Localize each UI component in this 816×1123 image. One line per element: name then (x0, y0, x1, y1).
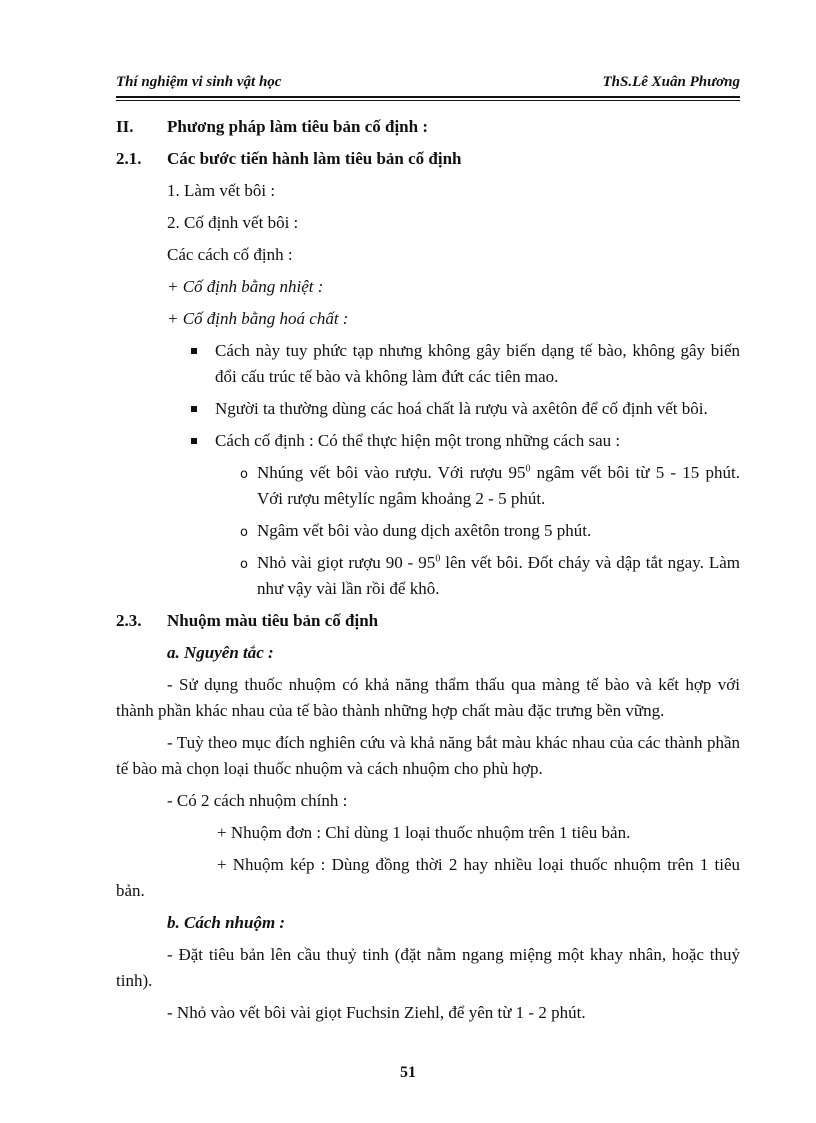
step-1: 1. Làm vết bôi : (167, 181, 276, 200)
header-rule-thick (116, 96, 740, 98)
method-paragraph: - Đặt tiêu bản lên cầu thuỷ tinh (đặt nằm ngang miệng một khay nhân, hoặc thuỷ tinh). (116, 945, 740, 990)
bullet-item (116, 428, 740, 454)
stain-double: + Nhuộm kép : Dùng đồng thời 2 hay nhiều loại thuốc nhuộm trên 1 tiêu bản. (116, 855, 740, 900)
method-chemical: + Cố định bằng hoá chất : (167, 309, 349, 328)
sub-bullet-text-b: ngâm vết bôi từ 5 - 15 phút. Với rượu mêtylíc ngâm khoảng 2 - 5 phút. (257, 463, 740, 508)
method-heat: + Cố định bằng nhiệt : (167, 277, 324, 296)
circle-bullet-icon: o (240, 467, 248, 482)
principle-paragraph: - Sử dụng thuốc nhuộm có khả năng thẩm thấu qua màng tế bào và kết hợp với thành phần khác nhau của tế bào thành những hợp chất màu đặc trưng bền vững. (116, 675, 740, 720)
sub-bullet-text-a: Ngâm vết bôi vào dung dịch axêtôn trong 5 phút. (257, 521, 592, 540)
running-header (116, 74, 740, 94)
section-number: II. (116, 117, 134, 136)
bullet-item (116, 338, 740, 390)
principle-paragraph: - Có 2 cách nhuộm chính : (167, 791, 348, 810)
section-title: Nhuộm màu tiêu bản cố định (167, 611, 379, 630)
sub-bullet-text-a: Nhỏ vài giọt rượu 90 - 95 (257, 553, 436, 572)
degree-superscript: 0 (525, 463, 531, 475)
page-body (116, 114, 740, 1032)
header-rule-thin (116, 100, 740, 101)
step-2: 2. Cố định vết bôi : (167, 213, 299, 232)
stain-single: + Nhuộm đơn : Chỉ dùng 1 loại thuốc nhuộm trên 1 tiêu bản. (217, 823, 631, 842)
section-title: Các bước tiến hành làm tiêu bản cố định (167, 149, 462, 168)
sub-bullet-item (116, 550, 740, 602)
section-number: 2.1. (116, 149, 142, 168)
square-bullet-icon (191, 348, 197, 354)
sub-bullet-item (116, 460, 740, 512)
bullet-text: Người ta thường dùng các hoá chất là rượu và axêtôn để cố định vết bôi. (215, 399, 708, 418)
bullet-text: Cách này tuy phức tạp nhưng không gây biến dạng tế bào, không gây biến đổi cấu trúc tế bào và không làm đứt các tiên mao. (215, 341, 740, 386)
square-bullet-icon (191, 438, 197, 444)
square-bullet-icon (191, 406, 197, 412)
sub-bullet-text-a: Nhúng vết bôi vào rượu. Với rượu 95 (257, 463, 526, 482)
section-heading-2-3 (116, 608, 740, 634)
degree-superscript: 0 (435, 553, 441, 565)
principle-heading: a. Nguyên tắc : (167, 643, 274, 662)
bullet-item (116, 396, 740, 422)
circle-bullet-icon: o (240, 525, 248, 540)
section-title: Phương pháp làm tiêu bản cố định : (167, 117, 428, 136)
circle-bullet-icon: o (240, 557, 248, 572)
sub-bullet-text-b: lên vết bôi. Đốt cháy và dập tắt ngay. Làm như vậy vài lần rồi để khô. (257, 553, 740, 598)
sub-bullet-item (116, 518, 740, 544)
fixing-methods-label: Các cách cố định : (167, 245, 293, 264)
header-book-title: Thí nghiệm vi sinh vật học (116, 74, 282, 90)
header-author: ThS.Lê Xuân Phương (602, 74, 740, 90)
section-heading-2-1 (116, 146, 740, 172)
method-heading: b. Cách nhuộm : (167, 913, 286, 932)
principle-paragraph: - Tuỳ theo mục đích nghiên cứu và khả năng bắt màu khác nhau của các thành phần tế bào mà chọn loại thuốc nhuộm và cách nhuộm cho phù hợp. (116, 733, 740, 778)
section-number: 2.3. (116, 611, 142, 630)
method-paragraph: - Nhỏ vào vết bôi vài giọt Fuchsin Ziehl, để yên từ 1 - 2 phút. (167, 1003, 586, 1022)
page-number: 51 (400, 1064, 416, 1081)
section-heading-ii (116, 114, 740, 140)
bullet-text: Cách cố định : Có thể thực hiện một trong những cách sau : (215, 431, 621, 450)
